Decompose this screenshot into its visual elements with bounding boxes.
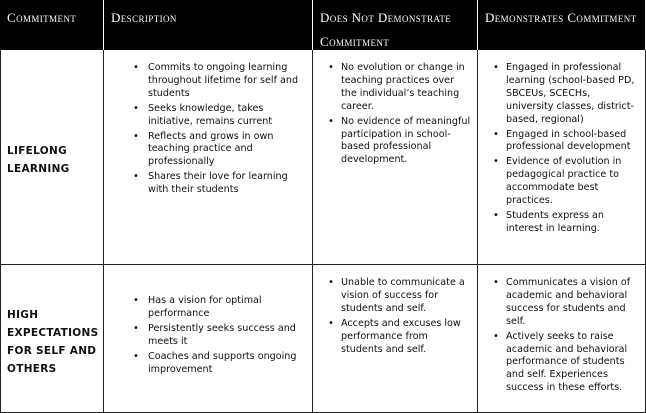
header-commitment: Commitment (0, 0, 104, 50)
row-1-demonstrates-list (488, 62, 639, 236)
row-2-description-cell (104, 265, 313, 413)
list-item: • Accepts and excuses low performance from students and self. (341, 318, 471, 357)
list-item: • No evidence of meaningful participation in school-based professional development. (341, 116, 471, 168)
list-item: • No evolution or change in teaching practices over the individual’s teaching career. (341, 62, 471, 114)
list-item: • Coaches and supports ongoing improvement (148, 351, 306, 377)
list-item: • Persistently seeks success and meets it (148, 323, 306, 349)
list-item: • Actively seeks to raise academic and behavioral performance of students and self. Experiences success in these efforts. (506, 331, 639, 396)
list-item: • Evidence of evolution in pedagogical practice to accommodate best practices. (506, 156, 639, 208)
row-label-high-expectations: HIGH EXPECTATIONS FOR SELF AND OTHERS (0, 265, 104, 413)
list-item: • Unable to communicate a vision of success for students and self. (341, 277, 471, 316)
row-label-lifelong-learning: LIFELONG LEARNING (0, 50, 104, 265)
header-does-not-demonstrate: Does Not Demonstrate Commitment (313, 0, 478, 50)
list-item: • Has a vision for optimal performance (148, 295, 306, 321)
row-2-demonstrates-list (488, 277, 639, 395)
row-2-does-not-list (323, 277, 471, 356)
list-item: • Communicates a vision of academic and behavioral success for students and self. (506, 277, 639, 329)
row-1-description-list (114, 62, 306, 197)
row-1-demonstrates-cell (478, 50, 646, 265)
header-demonstrates: Demonstrates Commitment (478, 0, 646, 50)
list-item: • Commits to ongoing learning throughout lifetime for self and students (148, 62, 306, 101)
list-item: • Seeks knowledge, takes initiative, remains current (148, 103, 306, 129)
row-1-does-not-list (323, 62, 471, 167)
list-item: • Engaged in professional learning (school-based PD, SBCEUs, SCECHs, university classes, district-based, regional) (506, 62, 639, 127)
row-1-description-cell (104, 50, 313, 265)
row-2-demonstrates-cell (478, 265, 646, 413)
list-item: • Students express an interest in learning. (506, 210, 639, 236)
list-item: • Shares their love for learning with their students (148, 171, 306, 197)
row-2-does-not-demonstrate-cell (313, 265, 478, 413)
list-item: • Engaged in school-based professional development (506, 129, 639, 155)
row-2-description-list (114, 295, 306, 376)
header-description: Description (104, 0, 313, 50)
row-1-does-not-demonstrate-cell (313, 50, 478, 265)
list-item: • Reflects and grows in own teaching practice and professionally (148, 131, 306, 170)
